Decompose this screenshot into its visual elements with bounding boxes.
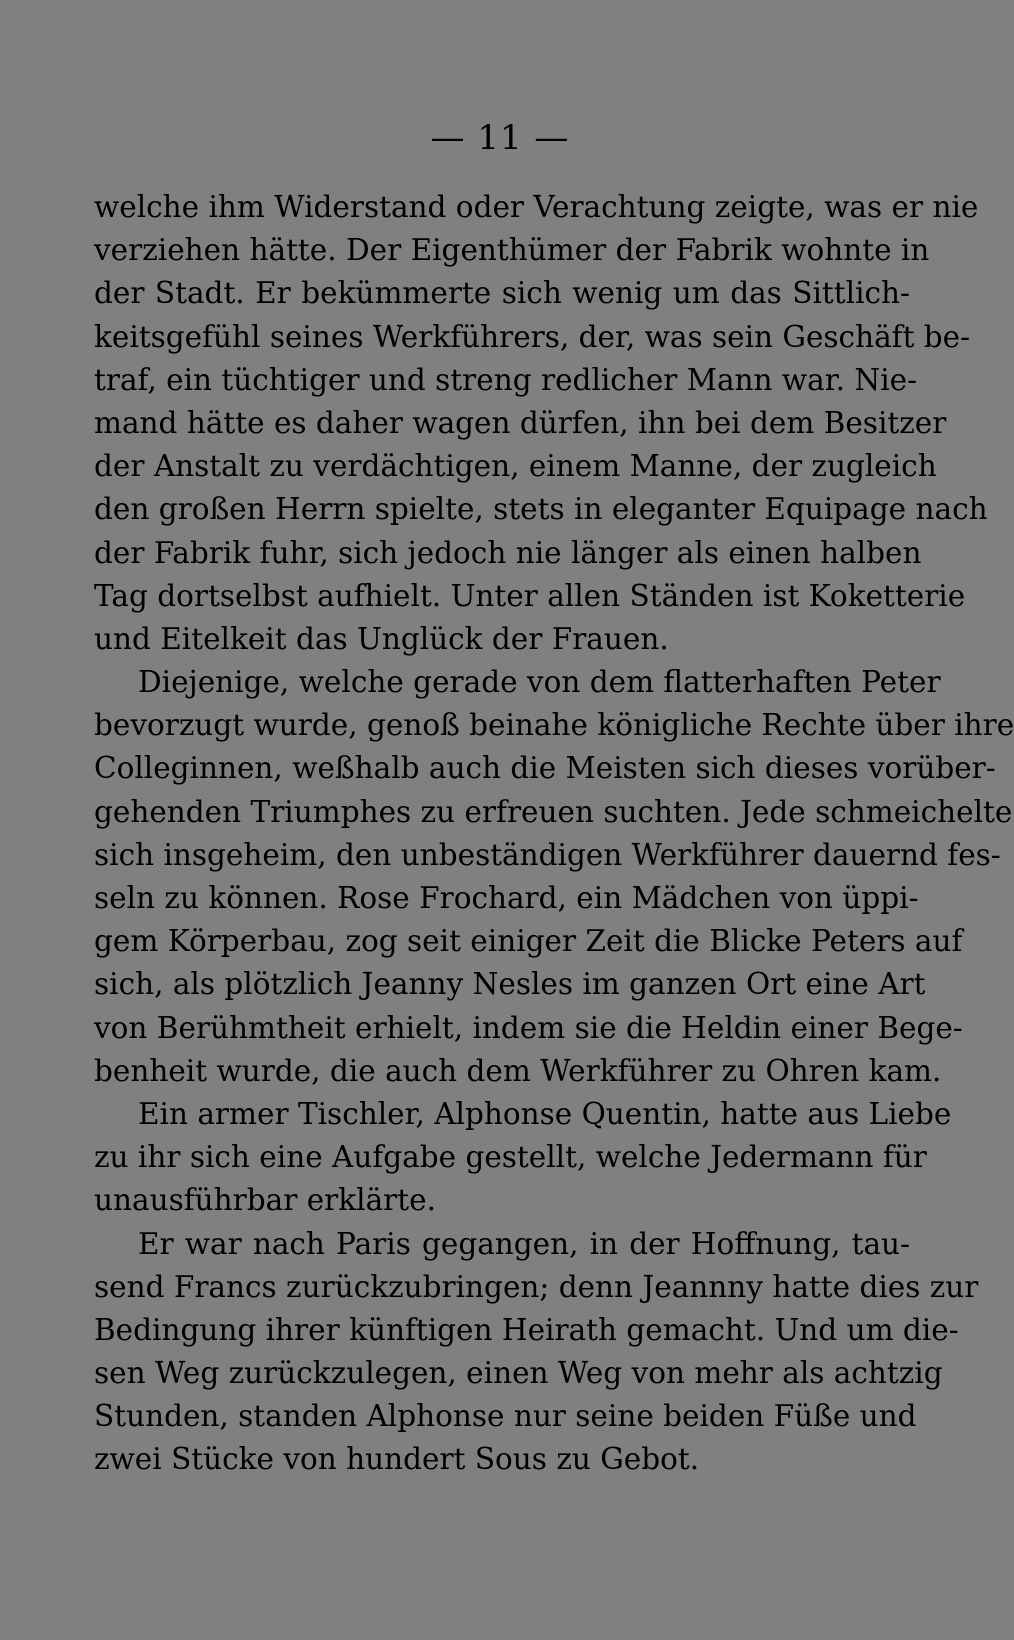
text-line: keitsgefühl seines Werkführers, der, was sein Geschäft be-	[94, 319, 971, 354]
text-line: benheit wurde, die auch dem Werkführer zu Ohren kam.	[94, 1053, 942, 1088]
text-line: den großen Herrn spielte, stets in eleganter Equipage nach	[94, 492, 988, 527]
text-line: der Fabrik fuhr, sich jedoch nie länger als einen halben	[94, 535, 922, 570]
text-line: Diejenige, welche gerade von dem flatterhaften Peter	[138, 665, 941, 700]
text-line: gem Körperbau, zog seit einiger Zeit die Blicke Peters auf	[94, 924, 963, 959]
text-line: von Berühmtheit erhielt, indem sie die Heldin einer Bege-	[94, 1010, 963, 1045]
body-text	[94, 186, 1014, 1482]
text-line: verziehen hätte. Der Eigenthümer der Fabrik wohnte in	[94, 233, 930, 268]
text-line: welche ihm Widerstand oder Verachtung zeigte, was er nie	[94, 190, 979, 224]
text-line: sen Weg zurückzulegen, einen Weg von mehr als achtzig	[94, 1356, 943, 1391]
text-line: send Francs zurückzubringen; denn Jeannny hatte dies zur	[94, 1269, 979, 1304]
text-line: Colleginnen, weßhalb auch die Meisten sich dieses vorüber-	[94, 751, 996, 786]
text-line: Ein armer Tischler, Alphonse Quentin, hatte aus Liebe	[138, 1096, 952, 1131]
text-line: Er war nach Paris gegangen, in der Hoffnung, tau-	[138, 1226, 910, 1261]
text-line: und Eitelkeit das Unglück der Frauen.	[94, 621, 669, 656]
text-line: mand hätte es daher wagen dürfen, ihn bei dem Besitzer	[94, 405, 947, 440]
text-line: Stunden, standen Alphonse nur seine beiden Füße und	[94, 1399, 917, 1434]
text-line: seln zu können. Rose Frochard, ein Mädchen von üppi-	[94, 881, 919, 915]
text-line: sich, als plötzlich Jeanny Nesles im ganzen Ort eine Art	[94, 967, 926, 1002]
text-line: traf, ein tüchtiger und streng redlicher Mann war. Nie-	[94, 362, 918, 397]
text-line: der Anstalt zu verdächtigen, einem Manne, der zugleich	[94, 449, 937, 484]
text-line: gehenden Triumphes zu erfreuen suchten. Jede schmeichelte	[94, 794, 1013, 829]
text-line: Bedingung ihrer künftigen Heirath gemacht. Und um die-	[94, 1312, 959, 1347]
text-line: unausführbar erklärte.	[94, 1183, 436, 1218]
text-line: bevorzugt wurde, genoß beinahe königliche Rechte über ihre	[94, 708, 1014, 743]
text-line: sich insgeheim, den unbeständigen Werkführer dauernd fes-	[94, 837, 1001, 872]
text-line: zwei Stücke von hundert Sous zu Gebot.	[94, 1442, 700, 1477]
text-line: Tag dortselbst aufhielt. Unter allen Ständen ist Koketterie	[94, 578, 966, 613]
page-number: — 11 —	[430, 118, 570, 158]
text-line: zu ihr sich eine Aufgabe gestellt, welche Jedermann für	[94, 1140, 927, 1175]
text-line: der Stadt. Er bekümmerte sich wenig um das Sittlich-	[94, 276, 910, 311]
